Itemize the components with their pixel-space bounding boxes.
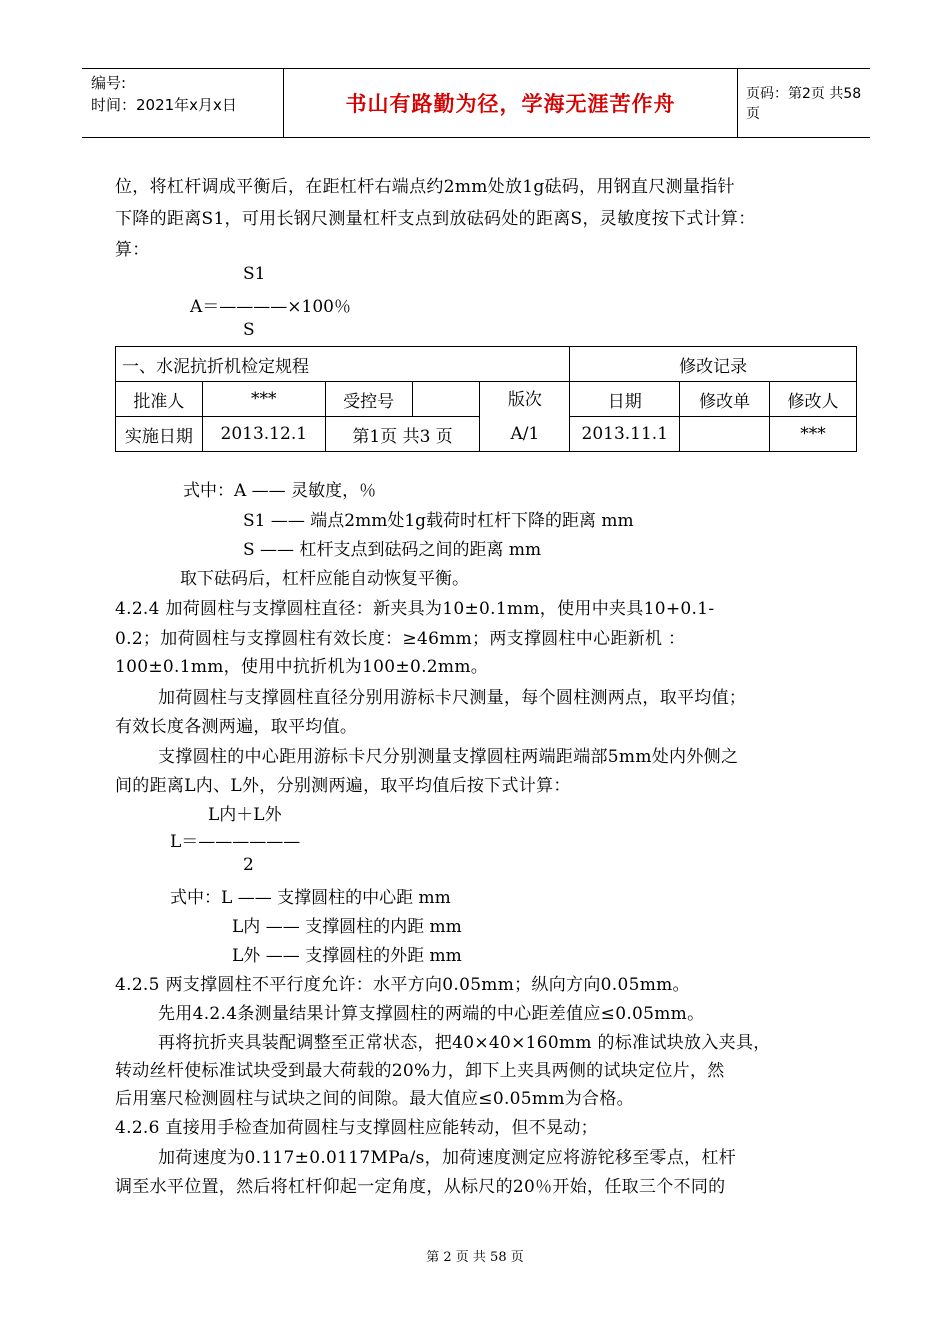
defs1-line-2: S1 —— 端点2mm处1g载荷时杠杆下降的距离 mm: [243, 511, 634, 531]
speed-line-1: 加荷速度为0.117±0.0117MPa/s，加荷速度测定应将游铊移至零点，杠杆: [158, 1148, 737, 1168]
header-time-label: 时间：2021年x月x日: [91, 96, 237, 114]
header-page-cell: [738, 69, 870, 137]
table-approver-value: ***: [202, 382, 325, 417]
then-line-3: 后用塞尺检测圆柱与试块之间的间隙。最大值应≤0.05mm为合格。: [115, 1089, 634, 1109]
formula2-numerator: L内＋L外: [208, 805, 282, 825]
table-change-label: 修改单: [680, 382, 770, 417]
s424-line-1: 4.2.4 加荷圆柱与支撑圆柱直径：新夹具为10±0.1mm，使用中夹具10+0.1-: [115, 599, 715, 619]
table-rev-date: 2013.11.1: [570, 417, 680, 452]
header-meta: [82, 69, 282, 137]
header-motto: 书山有路勤为径，学海无涯苦作舟: [345, 92, 676, 116]
intro-line-1: 位，将杠杆调成平衡后，在距杠杆右端点约2mm处放1g砝码，用钢直尺测量指针: [115, 177, 735, 197]
center-line-2: 间的距离L内、L外，分别测两遍，取平均值后按下式计算：: [115, 776, 571, 796]
measure-line-2: 有效长度各测两遍，取平均值。: [115, 717, 358, 737]
header-page-info: 页码：第2页 共58页: [746, 86, 862, 122]
table-row: [116, 347, 857, 382]
s424-line-2: 0.2；加荷圆柱与支撑圆柱有效长度：≥46mm；两支撑圆柱中心距新机 ：: [115, 629, 686, 649]
table-title: 一、水泥抗折机检定规程: [116, 347, 570, 382]
defs2-line-3: L外 —— 支撑圆柱的外距 mm: [232, 946, 462, 966]
table-edition-value: A/1: [510, 423, 540, 444]
table-row: [116, 382, 857, 417]
page-footer: 第 2 页 共 58 页: [426, 1250, 524, 1265]
table-edition-label: 版次: [507, 389, 542, 410]
defs1-line-3: S —— 杠杆支点到砝码之间的距离 mm: [243, 540, 542, 560]
table-modifier-label: 修改人: [770, 382, 857, 417]
page-header: [82, 68, 870, 138]
table-rev-change: [680, 417, 770, 452]
intro-line-2: 下降的距离S1，可用长钢尺测量杠杆支点到放砝码处的距离S，灵敏度按下式计算：: [115, 209, 756, 229]
s425-line: 4.2.5 两支撑圆柱不平行度允许：水平方向0.05mm；纵向方向0.05mm。: [115, 975, 690, 995]
table-control-label: 受控号: [325, 382, 412, 417]
table-rev-modifier: ***: [770, 417, 857, 452]
table-approver-label: 批准人: [116, 382, 203, 417]
table-edition-cell: [480, 382, 570, 452]
header-number-label: 编号:: [91, 74, 127, 92]
measure-line-1: 加荷圆柱与支撑圆柱直径分别用游标卡尺测量，每个圆柱测两点，取平均值；: [158, 688, 747, 708]
defs2-line-1: 式中：L —— 支撑圆柱的中心距 mm: [170, 888, 451, 908]
then-line-1: 再将抗折夹具装配调整至正常状态，把40×40×160mm 的标准试块放入夹具，: [158, 1033, 771, 1053]
formula1-equation: A＝————×100％: [190, 297, 351, 317]
restore-balance-text: 取下砝码后，杠杆应能自动恢复平衡。: [180, 569, 469, 589]
table-impl-label: 实施日期: [116, 417, 203, 452]
formula1-denominator: S: [243, 320, 255, 340]
s426-line: 4.2.6 直接用手检查加荷圆柱与支撑圆柱应能转动，但不晃动；: [115, 1118, 598, 1138]
defs2-line-2: L内 —— 支撑圆柱的内距 mm: [232, 917, 462, 937]
s424-line-3: 100±0.1mm，使用中抗折机为100±0.2mm。: [115, 657, 489, 677]
table-impl-value: 2013.12.1: [202, 417, 325, 452]
formula1-numerator: S1: [243, 264, 266, 284]
first-calc-line: 先用4.2.4条测量结果计算支撑圆柱的两端的中心距差值应≤0.05mm。: [158, 1004, 705, 1024]
table-page-value: 第1页 共3 页: [325, 417, 480, 452]
formula2-equation: L＝——————: [170, 832, 301, 852]
revision-table: [115, 346, 857, 452]
formula2-denominator: 2: [243, 855, 254, 875]
then-line-2: 转动丝杆使标准试块受到最大荷载的20%力，卸下上夹具两侧的试块定位片，然: [115, 1061, 725, 1081]
table-date-label: 日期: [570, 382, 680, 417]
center-line-1: 支撑圆柱的中心距用游标卡尺分别测量支撑圆柱两端距端部5mm处内外侧之: [158, 747, 739, 767]
table-control-value: [412, 382, 480, 417]
defs1-line-1: 式中：A —— 灵敏度，％: [183, 481, 377, 501]
header-motto-cell: [283, 69, 738, 137]
speed-line-2: 调至水平位置，然后将杠杆仰起一定角度，从标尺的20％开始，任取三个不同的: [115, 1177, 726, 1197]
intro-line-3: 算：: [115, 240, 150, 260]
table-revision-title: 修改记录: [570, 347, 857, 382]
